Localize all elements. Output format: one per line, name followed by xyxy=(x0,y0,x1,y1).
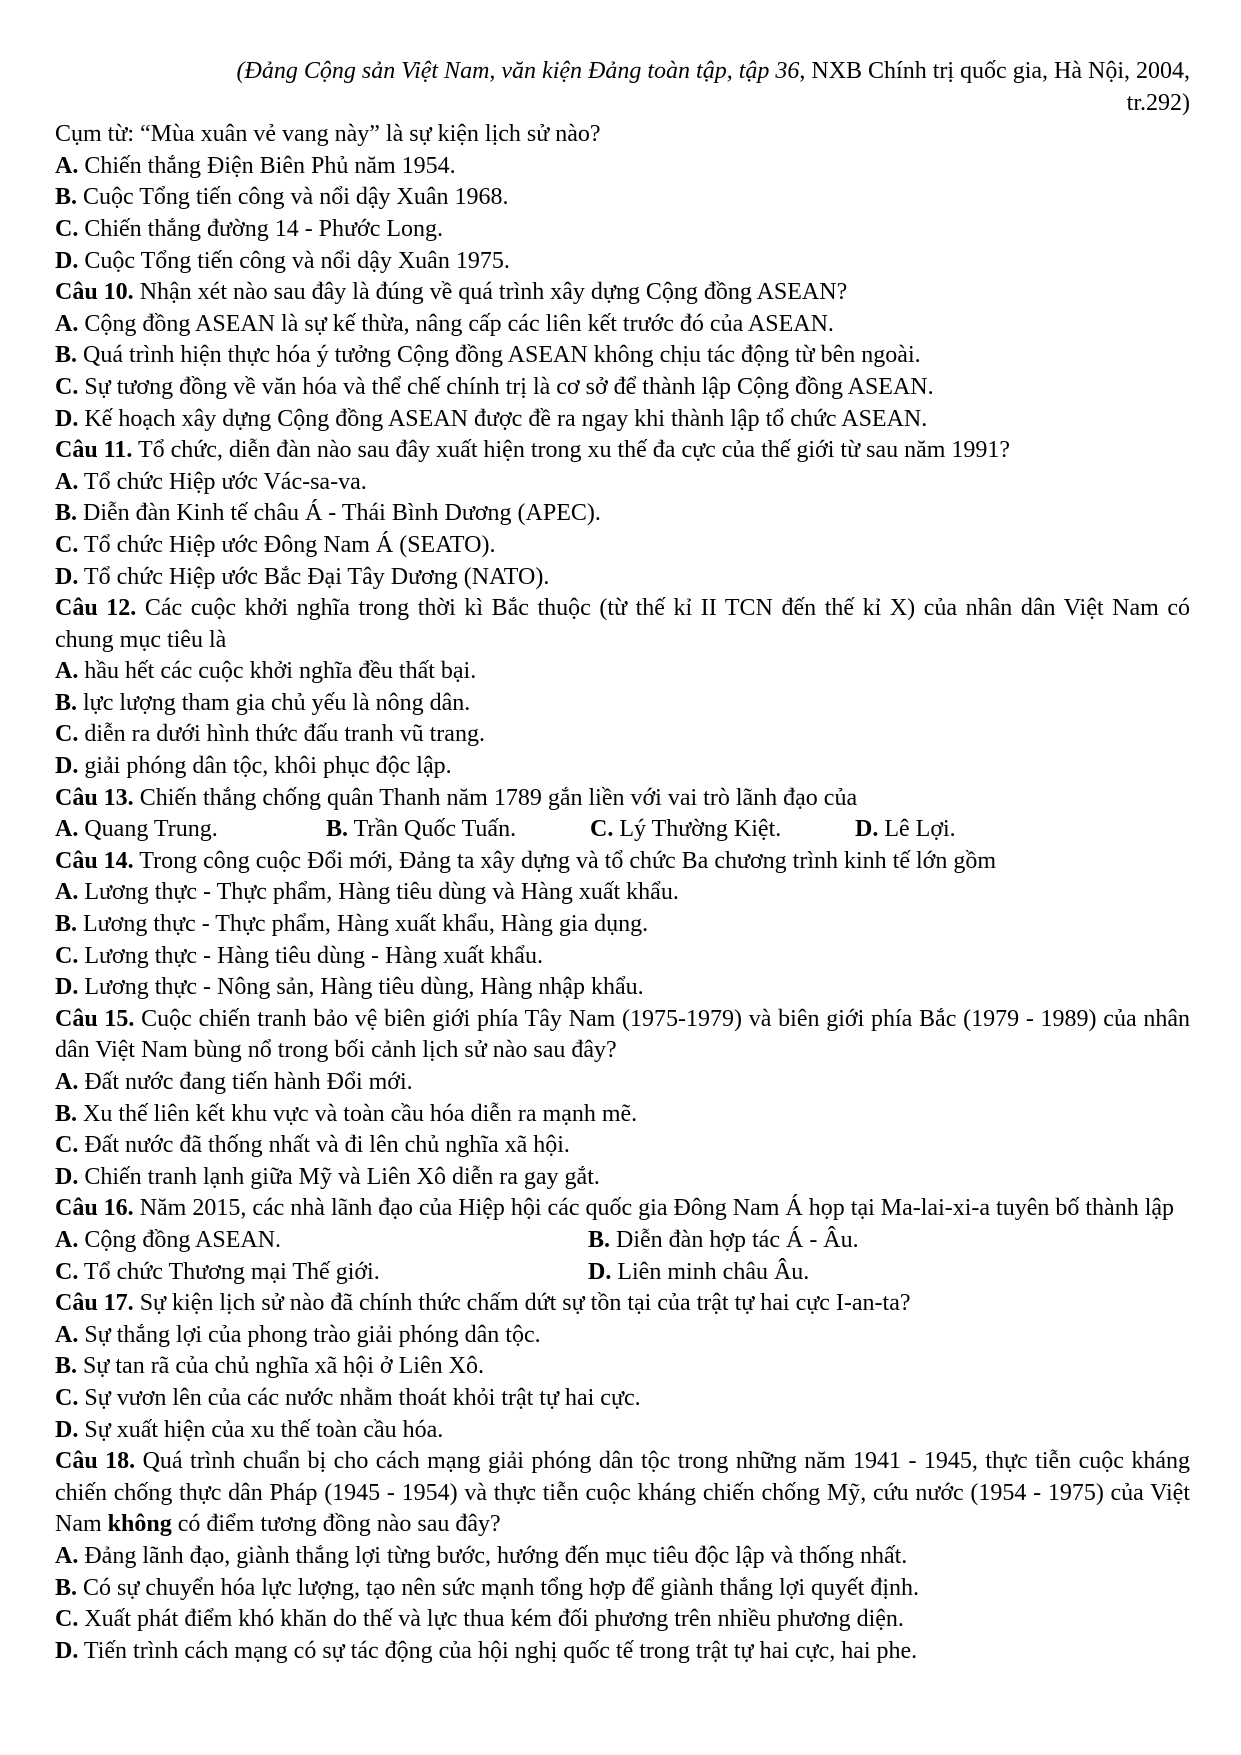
stem-bold-word: không xyxy=(107,1511,172,1538)
answer-option xyxy=(55,1636,1190,1668)
answer-option xyxy=(55,1099,1190,1131)
option-letter: D. xyxy=(55,1416,79,1443)
question-stem xyxy=(55,1446,1190,1541)
stem-text: Các cuộc khởi nghĩa trong thời kì Bắc thuộc (từ thế kỉ II TCN đến thế kỉ X) của nhân dân Việt Nam có chung mục tiêu là xyxy=(55,595,1191,653)
answer-option xyxy=(55,941,1190,973)
answer-option xyxy=(55,151,1190,183)
answer-option xyxy=(55,562,1190,594)
citation-block xyxy=(55,56,1190,119)
option-text: Diễn đàn hợp tác Á - Âu. xyxy=(616,1226,859,1253)
option-text: Quang Trung. xyxy=(84,816,218,843)
option-text: Lương thực - Nông sản, Hàng tiêu dùng, Hàng nhập khẩu. xyxy=(84,974,644,1001)
option-letter: B. xyxy=(55,184,78,211)
citation-source-italic: (Đảng Cộng sản Việt Nam, văn kiện Đảng toàn tập, tập 36 xyxy=(236,58,800,84)
stem-text: Tổ chức, diễn đàn nào sau đây xuất hiện trong xu thế đa cực của thế giới từ sau năm 1991? xyxy=(137,437,1011,464)
option-text: Tổ chức Hiệp ước Vác-sa-va. xyxy=(83,468,367,495)
answer-option xyxy=(55,656,1190,688)
question-number: Câu 16. xyxy=(55,1195,134,1222)
option-text: Chiến thắng đường 14 - Phước Long. xyxy=(84,215,444,242)
option-text: Cuộc Tổng tiến công và nổi dậy Xuân 1968. xyxy=(83,184,509,211)
answer-option xyxy=(588,1225,859,1257)
option-text: Cộng đồng ASEAN là sự kế thừa, nâng cấp các liên kết trước đó của ASEAN. xyxy=(84,310,834,337)
stem-text: Nhận xét nào sau đây là đúng về quá trình xây dựng Cộng đồng ASEAN? xyxy=(139,279,848,306)
option-text: Sự tan rã của chủ nghĩa xã hội ở Liên Xô. xyxy=(83,1353,484,1380)
question-number: Câu 13. xyxy=(55,784,134,811)
option-letter: C. xyxy=(55,1132,79,1159)
option-letter: C. xyxy=(55,373,79,400)
option-letter: B. xyxy=(55,911,78,938)
option-text: Tiến trình cách mạng có sự tác động của hội nghị quốc tế trong trật tự hai cực, hai phe. xyxy=(83,1637,918,1664)
option-letter: D. xyxy=(55,247,79,274)
option-text: diễn ra dưới hình thức đấu tranh vũ trang. xyxy=(84,721,485,748)
option-letter: A. xyxy=(55,310,79,337)
answer-option xyxy=(55,404,1190,436)
answer-option-row xyxy=(55,1257,1190,1289)
answer-option xyxy=(55,877,1190,909)
option-letter: B. xyxy=(55,1100,78,1127)
option-text: Diễn đàn Kinh tế châu Á - Thái Bình Dương (APEC). xyxy=(83,500,601,527)
answer-option xyxy=(55,1383,1190,1415)
answer-option xyxy=(55,530,1190,562)
option-letter: A. xyxy=(55,879,79,906)
option-text: Sự tương đồng về văn hóa và thể chế chính trị là cơ sở để thành lập Cộng đồng ASEAN. xyxy=(84,373,934,400)
answer-option xyxy=(55,972,1190,1004)
option-text: Sự vươn lên của các nước nhằm thoát khỏi trật tự hai cực. xyxy=(84,1384,641,1411)
option-text: Liên minh châu Âu. xyxy=(617,1258,810,1285)
option-letter: D. xyxy=(55,405,79,432)
question-stem xyxy=(55,1288,1190,1320)
option-text: Lương thực - Hàng tiêu dùng - Hàng xuất khẩu. xyxy=(84,942,543,969)
option-text: Tổ chức Hiệp ước Bắc Đại Tây Dương (NATO). xyxy=(83,563,550,590)
option-text: Quá trình hiện thực hóa ý tưởng Cộng đồng ASEAN không chịu tác động từ bên ngoài. xyxy=(83,342,921,369)
answer-option xyxy=(55,309,1190,341)
option-letter: D. xyxy=(588,1258,612,1285)
stem-text: Chiến thắng chống quân Thanh năm 1789 gắn liền với vai trò lãnh đạo của xyxy=(139,784,858,811)
option-text: Xuất phát điểm khó khăn do thế và lực thua kém đối phương trên nhiều phương diện. xyxy=(84,1606,904,1633)
answer-option xyxy=(55,467,1190,499)
option-letter: B. xyxy=(588,1226,611,1253)
answer-option xyxy=(55,814,326,846)
question-stem xyxy=(55,1193,1190,1225)
answer-option xyxy=(55,1351,1190,1383)
questions-flow xyxy=(55,119,1190,1667)
citation-line-1 xyxy=(55,56,1190,88)
question-lead xyxy=(55,119,1190,151)
option-letter: B. xyxy=(55,1574,78,1601)
option-letter: A. xyxy=(55,1321,79,1348)
stem-text: Trong công cuộc Đổi mới, Đảng ta xây dựng và tổ chức Ba chương trình kinh tế lớn gồm xyxy=(139,847,997,874)
option-letter: D. xyxy=(55,1637,79,1664)
option-letter: D. xyxy=(55,1163,79,1190)
answer-option xyxy=(55,1320,1190,1352)
option-text: Cuộc Tổng tiến công và nổi dậy Xuân 1975. xyxy=(84,247,510,274)
option-letter: A. xyxy=(55,816,79,843)
option-letter: D. xyxy=(55,753,79,780)
answer-option xyxy=(55,688,1190,720)
option-text: Sự thắng lợi của phong trào giải phóng dân tộc. xyxy=(84,1321,541,1348)
answer-option xyxy=(55,340,1190,372)
option-letter: C. xyxy=(55,531,79,558)
option-text: Kế hoạch xây dựng Cộng đồng ASEAN được đề ra ngay khi thành lập tổ chức ASEAN. xyxy=(84,405,928,432)
answer-option xyxy=(55,182,1190,214)
option-letter: D. xyxy=(55,563,79,590)
option-text: Lương thực - Thực phẩm, Hàng tiêu dùng và Hàng xuất khẩu. xyxy=(84,879,679,906)
option-letter: A. xyxy=(55,1069,79,1095)
answer-option xyxy=(55,1415,1190,1447)
question-stem xyxy=(55,1004,1190,1067)
answer-option xyxy=(55,719,1190,751)
lead-text: Cụm từ: “Mùa xuân vẻ vang này” là sự kiện lịch sử nào? xyxy=(55,121,601,148)
answer-option xyxy=(55,1130,1190,1162)
answer-option xyxy=(590,814,855,846)
answer-option xyxy=(55,1573,1190,1605)
option-text: Trần Quốc Tuấn. xyxy=(353,816,517,843)
question-number: Câu 14. xyxy=(55,847,134,874)
option-letter: C. xyxy=(55,215,79,242)
option-text: Sự xuất hiện của xu thế toàn cầu hóa. xyxy=(84,1416,444,1443)
option-text: Xu thế liên kết khu vực và toàn cầu hóa diễn ra mạnh mẽ. xyxy=(83,1100,638,1127)
option-text: Đảng lãnh đạo, giành thắng lợi từng bước, hướng đến mục tiêu độc lập và thống nhất. xyxy=(84,1542,908,1569)
option-text: lực lượng tham gia chủ yếu là nông dân. xyxy=(83,689,471,716)
question-stem xyxy=(55,846,1190,878)
option-letter: B. xyxy=(55,342,78,369)
answer-option xyxy=(55,1257,588,1289)
option-letter: C. xyxy=(55,1384,79,1411)
answer-option xyxy=(55,909,1190,941)
answer-option xyxy=(55,751,1190,783)
option-letter: A. xyxy=(55,658,79,685)
option-text: Lương thực - Thực phẩm, Hàng xuất khẩu, Hàng gia dụng. xyxy=(83,911,649,938)
answer-option xyxy=(55,498,1190,530)
option-letter: C. xyxy=(55,721,79,748)
option-letter: B. xyxy=(326,816,349,843)
citation-publisher: , NXB Chính trị quốc gia, Hà Nội, 2004, xyxy=(799,58,1190,84)
question-stem xyxy=(55,277,1190,309)
option-letter: B. xyxy=(55,689,78,716)
answer-option-row xyxy=(55,814,1190,846)
answer-option xyxy=(588,1257,809,1289)
question-stem xyxy=(55,435,1190,467)
option-letter: A. xyxy=(55,1542,79,1569)
option-text: giải phóng dân tộc, khôi phục độc lập. xyxy=(84,753,452,780)
stem-text: Sự kiện lịch sử nào đã chính thức chấm dứt sự tồn tại của trật tự hai cực I-an-ta? xyxy=(139,1290,911,1317)
option-letter: A. xyxy=(55,152,79,179)
option-text: Lý Thường Kiệt. xyxy=(619,816,782,843)
option-text: Có sự chuyển hóa lực lượng, tạo nên sức mạnh tổng hợp để giành thắng lợi quyết định. xyxy=(83,1574,919,1601)
option-text: Tổ chức Hiệp ước Đông Nam Á (SEATO). xyxy=(83,531,496,558)
question-stem xyxy=(55,593,1190,656)
option-text: Tổ chức Thương mại Thế giới. xyxy=(83,1258,380,1285)
option-letter: D. xyxy=(55,974,79,1001)
stem-text: Năm 2015, các nhà lãnh đạo của Hiệp hội các quốc gia Đông Nam Á họp tại Ma-lai-xi-a tuyên bố thành lập xyxy=(139,1195,1175,1222)
answer-option xyxy=(55,1162,1190,1194)
option-letter: D. xyxy=(855,816,879,843)
option-letter: C. xyxy=(55,1258,79,1285)
question-number: Câu 18. xyxy=(55,1448,136,1475)
question-stem xyxy=(55,783,1190,815)
answer-option xyxy=(55,1541,1190,1573)
question-number: Câu 15. xyxy=(55,1005,135,1032)
option-text: Đất nước đã thống nhất và đi lên chủ nghĩa xã hội. xyxy=(84,1132,570,1159)
answer-option xyxy=(55,214,1190,246)
option-letter: B. xyxy=(55,500,78,527)
stem-text: Cuộc chiến tranh bảo vệ biên giới phía Tây Nam (1975-1979) và biên giới phía Bắc (1979 - 1989) của nhân dân Việt Nam bùng nổ trong bối cảnh lịch sử nào sau đây? xyxy=(55,1005,1190,1064)
option-text: hầu hết các cuộc khởi nghĩa đều thất bại. xyxy=(84,658,477,685)
question-number: Câu 10. xyxy=(55,279,134,306)
answer-option xyxy=(55,1225,588,1257)
option-text: Lê Lợi. xyxy=(884,816,956,843)
stem-text: có điểm tương đồng nào sau đây? xyxy=(171,1511,501,1538)
option-text: Chiến tranh lạnh giữa Mỹ và Liên Xô diễn ra gay gắt. xyxy=(84,1163,600,1190)
option-letter: B. xyxy=(55,1353,78,1380)
stem-text: Quá trình chuẩn bị cho cách mạng giải phóng dân tộc trong những năm 1941 - 1945, thực tiễn cuộc kháng chiến chống thực dân Pháp (1945 - 1954) và thực tiễn cuộc kháng chiến chống Mỹ, cứu nước (1954 - 1975) của Việt Nam xyxy=(55,1448,1191,1538)
answer-option xyxy=(55,372,1190,404)
option-text: Cộng đồng ASEAN. xyxy=(84,1226,282,1253)
answer-option xyxy=(326,814,590,846)
question-number: Câu 12. xyxy=(55,595,137,622)
option-text: Chiến thắng Điện Biên Phủ năm 1954. xyxy=(84,152,456,179)
option-text: Đất nước đang tiến hành Đổi mới. xyxy=(84,1069,413,1095)
option-letter: C. xyxy=(55,1606,79,1633)
answer-option xyxy=(55,1604,1190,1636)
option-letter: A. xyxy=(55,1226,79,1253)
answer-option xyxy=(855,814,956,846)
option-letter: C. xyxy=(55,942,79,969)
answer-option xyxy=(55,246,1190,278)
citation-page-ref: tr.292) xyxy=(1126,89,1190,116)
answer-option xyxy=(55,1067,1190,1099)
question-number: Câu 17. xyxy=(55,1290,134,1317)
question-number: Câu 11. xyxy=(55,437,133,464)
option-letter: C. xyxy=(590,816,614,843)
answer-option-row xyxy=(55,1225,1190,1257)
option-letter: A. xyxy=(55,468,79,495)
